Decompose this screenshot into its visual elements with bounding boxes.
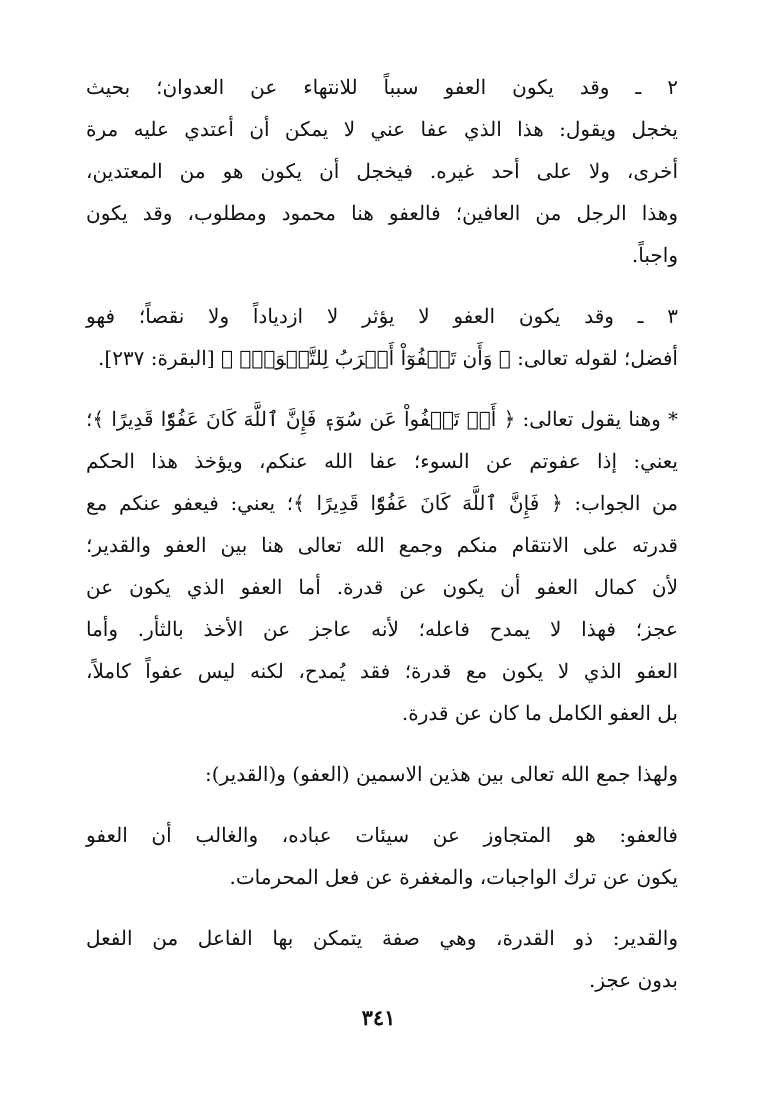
text-line: أخرى، ولا على أحد غيره. فيخجل أن يكون هو من المعتدين، <box>86 159 678 183</box>
text-line: لأن كمال العفو أن يكون عن قدرة. أما العفو الذي يكون عن <box>86 575 678 599</box>
paragraph-names-intro <box>86 753 678 795</box>
text-line: بدون عجز. <box>588 968 678 992</box>
text-line: بل العفو الكامل ما كان عن قدرة. <box>401 701 678 725</box>
text-line: قدرته على الانتقام منكم وجمع الله تعالى هنا بين العفو والقدير؛ <box>86 533 678 557</box>
text-line: ٣ ـ وقد يكون العفو لا يؤثر لا ازدياداً ولا نقصاً؛ فهو <box>86 304 678 328</box>
paragraph-al-qadir <box>86 917 678 1001</box>
text-line: ولهذا جمع الله تعالى بين هذين الاسمين (العفو) و(القدير): <box>205 762 678 786</box>
paragraph-al-afuw <box>86 814 678 898</box>
body-text <box>86 66 678 1020</box>
text-line: يعني: إذا عفوتم عن السوء؛ عفا الله عنكم، ويؤخذ هذا الحكم <box>86 449 679 473</box>
text-line: ٢ ـ وقد يكون العفو سبباً للانتهاء عن العدوان؛ بحيث <box>86 75 678 99</box>
paragraph-2 <box>86 66 678 276</box>
text-line: يكون عن ترك الواجبات، والمغفرة عن فعل المحرمات. <box>229 865 678 889</box>
text-line: وهذا الرجل من العافين؛ فالعفو هنا محمود ومطلوب، وقد يكون <box>86 201 678 225</box>
paragraph-3 <box>86 295 678 379</box>
text-line: فالعفو: هو المتجاوز عن سيئات عباده، والغالب أن العفو <box>86 823 678 847</box>
text-line-with-verse: أفضل؛ لقوله تعالى: ﴿ وَأَن تَعۡفُوٓاْ أَقۡرَبُ لِلتَّقۡوَىٰۚ ﴾ [البقرة: ٢٣٧]. <box>98 346 678 370</box>
text-line: يخجل ويقول: هذا الذي عفا عني لا يمكن أن أعتدي عليه مرة <box>86 117 678 141</box>
page-number: ٣٤١ <box>361 1005 396 1030</box>
text-line: عجز؛ فهذا لا يمدح فاعله؛ لأنه عاجز عن الأخذ بالثأر. وأما <box>86 617 678 641</box>
text-line-with-verse: من الجواب: ﴿ فَإِنَّ ٱللَّهَ كَانَ عَفُوّٗا قَدِيرًا ﴾؛ يعني: فيعفو عنكم مع <box>86 491 678 515</box>
text-line: واجباً. <box>631 243 678 267</box>
text-line: والقدير: ذو القدرة، وهي صفة يتمكن بها الفاعل من الفعل <box>86 926 678 950</box>
text-line-with-verse: * وهنا يقول تعالى: ﴿ أَوۡ تَعۡفُواْ عَن سُوٓءٖ فَإِنَّ ٱللَّهَ كَانَ عَفُوّٗا قَدِيرًا ﴾؛ <box>86 407 678 431</box>
paragraph-verse-explanation <box>86 398 678 734</box>
text-line: العفو الذي لا يكون مع قدرة؛ فقد يُمدح، لكنه ليس عفواً كاملاً، <box>86 659 678 683</box>
